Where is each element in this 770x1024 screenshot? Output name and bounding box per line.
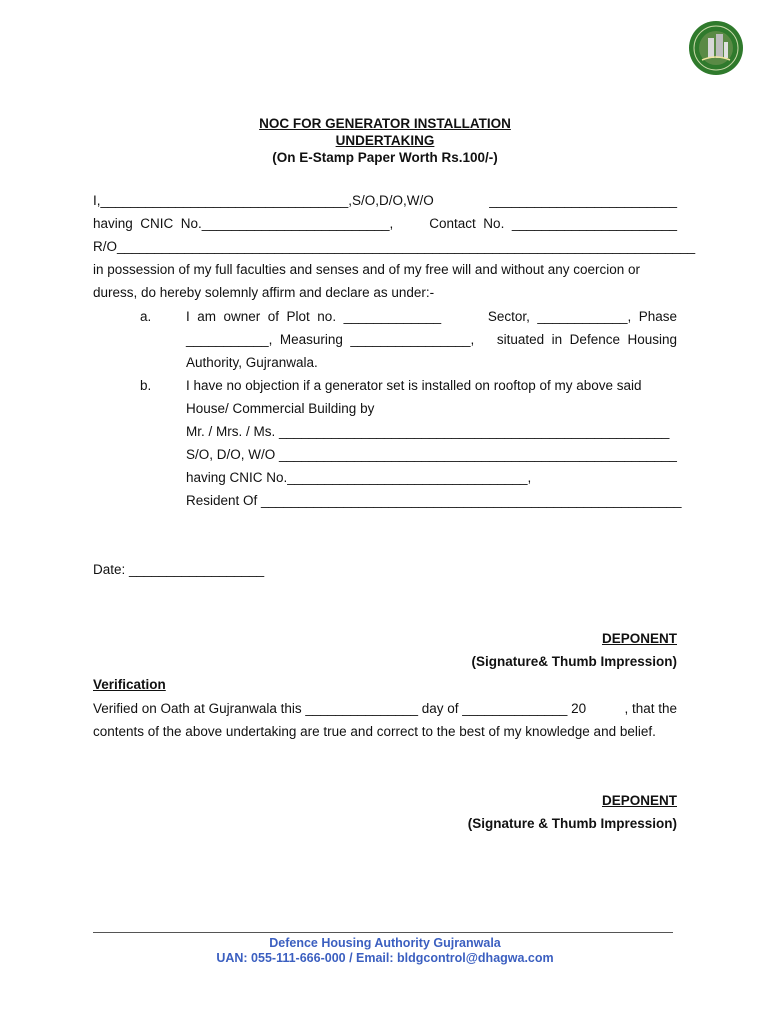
footer-divider — [93, 932, 673, 933]
stamp-paper-note: (On E-Stamp Paper Worth Rs.100/-) — [272, 150, 498, 165]
residence-line: R/O_____________________________________________________________________________ — [93, 239, 696, 254]
verification-line-2: contents of the above undertaking are true and correct to the best of my knowledge and belief. — [93, 724, 656, 739]
footer-contact: UAN: 055-111-666-000 / Email: bldgcontrol@dhagwa.com — [216, 951, 554, 965]
item-a-line-3: Authority, Gujranwala. — [186, 355, 318, 370]
item-b-line-4: S/O, D/O, W/O _____________________________________________________ — [186, 447, 677, 462]
dha-logo-seal-icon — [688, 20, 744, 76]
signature-label-1: (Signature& Thumb Impression) — [471, 654, 677, 669]
item-a-line-2a: ___________, Measuring ________________, — [186, 332, 475, 347]
item-b-line-5: having CNIC No.________________________________, — [186, 470, 532, 485]
item-b-marker: b. — [140, 378, 152, 393]
deponent-label-2: DEPONENT — [601, 793, 677, 808]
verification-line-1a: Verified on Oath at Gujranwala this _______________ day of ______________ 20 — [93, 701, 587, 716]
document-title: NOC FOR GENERATOR INSTALLATION — [259, 116, 511, 131]
relation-name-blank: _________________________ — [489, 193, 677, 208]
item-b-line-1: I have no objection if a generator set is installed on rooftop of my above said — [186, 378, 642, 393]
verification-heading: Verification — [93, 677, 166, 692]
item-a-line-2b: situated in Defence Housing — [496, 332, 677, 347]
cnic-line: having CNIC No._________________________, — [93, 216, 394, 231]
deponent-label-1: DEPONENT — [601, 631, 677, 646]
item-b-line-6: Resident Of ________________________________________________________ — [186, 493, 682, 508]
deponent-name-line: I,_________________________________,S/O,D/O,W/O — [93, 193, 434, 208]
date-line: Date: __________________ — [93, 562, 265, 577]
item-b-line-2: House/ Commercial Building by — [186, 401, 375, 416]
item-a-line-1a: I am owner of Plot no. _____________ — [186, 309, 442, 324]
contact-line: Contact No. ______________________ — [429, 216, 677, 231]
item-a-line-1b: Sector, ____________, Phase — [487, 309, 677, 324]
item-a-marker: a. — [140, 309, 152, 324]
item-b-line-3: Mr. / Mrs. / Ms. ____________________________________________________ — [186, 424, 670, 439]
footer-organization: Defence Housing Authority Gujranwala — [269, 936, 501, 950]
declaration-text-2: duress, do hereby solemnly affirm and declare as under:- — [93, 285, 435, 300]
verification-line-1b: , that the — [624, 701, 677, 716]
declaration-text-1: in possession of my full faculties and senses and of my free will and without any coercion or — [93, 262, 641, 277]
signature-label-2: (Signature & Thumb Impression) — [467, 816, 677, 831]
document-subtitle: UNDERTAKING — [335, 133, 435, 148]
